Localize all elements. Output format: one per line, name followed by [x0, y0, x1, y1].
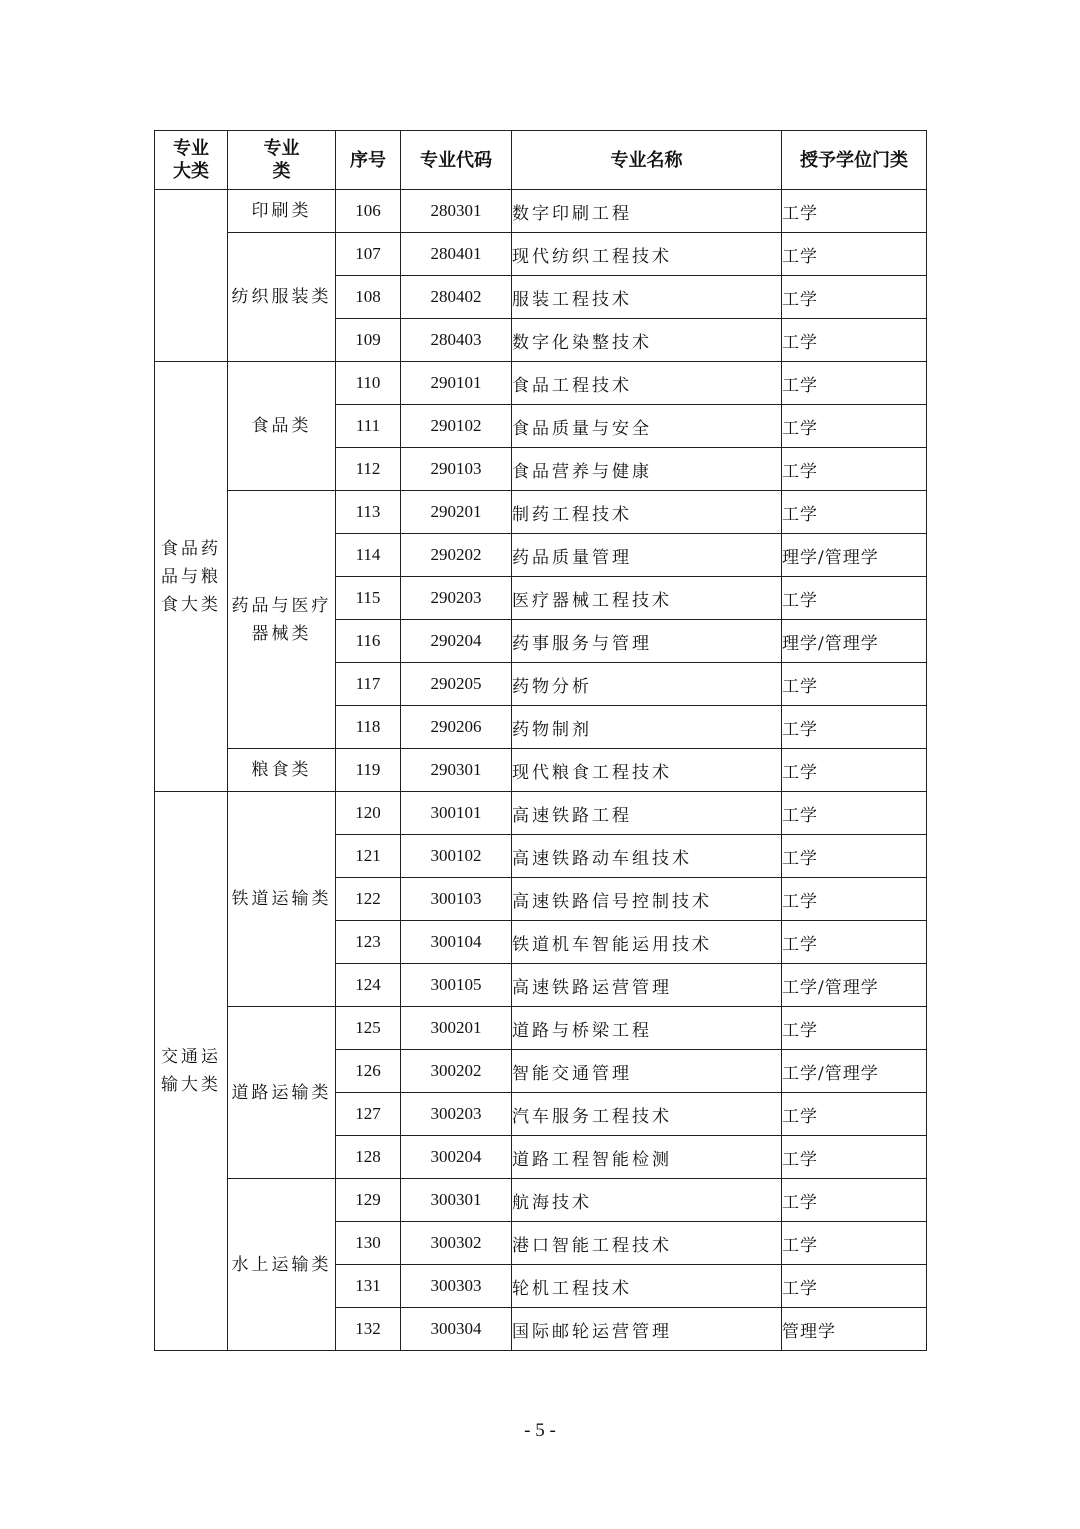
table-row: [155, 749, 927, 792]
code-cell: 290203: [401, 577, 512, 620]
seq-cell: 119: [336, 749, 401, 792]
major-name-cell: 航海技术: [512, 1179, 782, 1222]
degree-cell: 理学/管理学: [782, 620, 927, 663]
degree-cell: 工学: [782, 491, 927, 534]
code-cell: 290202: [401, 534, 512, 577]
class-cell: 粮食类: [228, 749, 336, 792]
degree-cell: 工学: [782, 405, 927, 448]
table-body: [155, 190, 927, 1351]
seq-cell: 127: [336, 1093, 401, 1136]
degree-cell: 工学: [782, 319, 927, 362]
degree-cell: 工学: [782, 1222, 927, 1265]
seq-cell: 109: [336, 319, 401, 362]
seq-cell: 120: [336, 792, 401, 835]
seq-cell: 117: [336, 663, 401, 706]
class-cell: 水上运输类: [228, 1179, 336, 1351]
code-cell: 300104: [401, 921, 512, 964]
major-name-cell: 药物制剂: [512, 706, 782, 749]
seq-cell: 110: [336, 362, 401, 405]
header-class: 专业 类: [228, 131, 336, 190]
header-seq: 序号: [336, 131, 401, 190]
degree-cell: 工学: [782, 1007, 927, 1050]
code-cell: 290206: [401, 706, 512, 749]
degree-cell: 工学: [782, 190, 927, 233]
class-cell: 铁道运输类: [228, 792, 336, 1007]
table-row: [155, 362, 927, 405]
class-cell: 印刷类: [228, 190, 336, 233]
code-cell: 300304: [401, 1308, 512, 1351]
major-name-cell: 食品质量与安全: [512, 405, 782, 448]
majors-table: [154, 130, 927, 1351]
major-name-cell: 医疗器械工程技术: [512, 577, 782, 620]
class-cell: 道路运输类: [228, 1007, 336, 1179]
degree-cell: 工学: [782, 233, 927, 276]
major-name-cell: 现代粮食工程技术: [512, 749, 782, 792]
category-cell: 交通运 输大类: [155, 792, 228, 1351]
seq-cell: 106: [336, 190, 401, 233]
major-name-cell: 食品营养与健康: [512, 448, 782, 491]
major-name-cell: 食品工程技术: [512, 362, 782, 405]
header-degree: 授予学位门类: [782, 131, 927, 190]
code-cell: 280402: [401, 276, 512, 319]
table-row: [155, 233, 927, 276]
major-name-cell: 港口智能工程技术: [512, 1222, 782, 1265]
code-cell: 290101: [401, 362, 512, 405]
degree-cell: 工学/管理学: [782, 1050, 927, 1093]
major-name-cell: 药品质量管理: [512, 534, 782, 577]
seq-cell: 118: [336, 706, 401, 749]
table-header-row: [155, 131, 927, 190]
major-name-cell: 数字化染整技术: [512, 319, 782, 362]
seq-cell: 129: [336, 1179, 401, 1222]
seq-cell: 113: [336, 491, 401, 534]
code-cell: 300101: [401, 792, 512, 835]
degree-cell: 工学: [782, 663, 927, 706]
code-cell: 280401: [401, 233, 512, 276]
major-name-cell: 智能交通管理: [512, 1050, 782, 1093]
major-name-cell: 高速铁路动车组技术: [512, 835, 782, 878]
table-row: [155, 1179, 927, 1222]
degree-cell: 理学/管理学: [782, 534, 927, 577]
major-name-cell: 高速铁路运营管理: [512, 964, 782, 1007]
degree-cell: 工学: [782, 921, 927, 964]
class-cell: 纺织服装类: [228, 233, 336, 362]
major-name-cell: 现代纺织工程技术: [512, 233, 782, 276]
major-name-cell: 药物分析: [512, 663, 782, 706]
class-cell: 食品类: [228, 362, 336, 491]
code-cell: 300201: [401, 1007, 512, 1050]
table-row: [155, 792, 927, 835]
code-cell: 300102: [401, 835, 512, 878]
degree-cell: 工学: [782, 577, 927, 620]
code-cell: 300303: [401, 1265, 512, 1308]
degree-cell: 工学: [782, 1093, 927, 1136]
major-name-cell: 服装工程技术: [512, 276, 782, 319]
page-number: - 5 -: [524, 1420, 556, 1441]
code-cell: 290301: [401, 749, 512, 792]
seq-cell: 116: [336, 620, 401, 663]
seq-cell: 107: [336, 233, 401, 276]
seq-cell: 112: [336, 448, 401, 491]
degree-cell: 管理学: [782, 1308, 927, 1351]
degree-cell: 工学: [782, 276, 927, 319]
major-name-cell: 道路工程智能检测: [512, 1136, 782, 1179]
seq-cell: 131: [336, 1265, 401, 1308]
degree-cell: 工学: [782, 835, 927, 878]
code-cell: 300302: [401, 1222, 512, 1265]
code-cell: 280301: [401, 190, 512, 233]
code-cell: 290103: [401, 448, 512, 491]
code-cell: 300103: [401, 878, 512, 921]
seq-cell: 122: [336, 878, 401, 921]
major-name-cell: 汽车服务工程技术: [512, 1093, 782, 1136]
degree-cell: 工学: [782, 706, 927, 749]
seq-cell: 123: [336, 921, 401, 964]
degree-cell: 工学: [782, 448, 927, 491]
table-row: [155, 1007, 927, 1050]
header-category: 专业 大类: [155, 131, 228, 190]
seq-cell: 126: [336, 1050, 401, 1093]
seq-cell: 128: [336, 1136, 401, 1179]
code-cell: 300202: [401, 1050, 512, 1093]
seq-cell: 130: [336, 1222, 401, 1265]
seq-cell: 114: [336, 534, 401, 577]
major-name-cell: 轮机工程技术: [512, 1265, 782, 1308]
table-row: [155, 491, 927, 534]
table-row: [155, 190, 927, 233]
major-name-cell: 铁道机车智能运用技术: [512, 921, 782, 964]
code-cell: 300204: [401, 1136, 512, 1179]
header-code: 专业代码: [401, 131, 512, 190]
seq-cell: 121: [336, 835, 401, 878]
code-cell: 300203: [401, 1093, 512, 1136]
category-cell: [155, 190, 228, 362]
code-cell: 290201: [401, 491, 512, 534]
code-cell: 290204: [401, 620, 512, 663]
code-cell: 280403: [401, 319, 512, 362]
seq-cell: 132: [336, 1308, 401, 1351]
degree-cell: 工学: [782, 792, 927, 835]
major-name-cell: 高速铁路信号控制技术: [512, 878, 782, 921]
degree-cell: 工学: [782, 362, 927, 405]
major-name-cell: 道路与桥梁工程: [512, 1007, 782, 1050]
code-cell: 290102: [401, 405, 512, 448]
degree-cell: 工学/管理学: [782, 964, 927, 1007]
degree-cell: 工学: [782, 878, 927, 921]
class-cell: 药品与医疗 器械类: [228, 491, 336, 749]
major-name-cell: 数字印刷工程: [512, 190, 782, 233]
major-name-cell: 药事服务与管理: [512, 620, 782, 663]
seq-cell: 111: [336, 405, 401, 448]
degree-cell: 工学: [782, 1136, 927, 1179]
code-cell: 300301: [401, 1179, 512, 1222]
seq-cell: 115: [336, 577, 401, 620]
major-name-cell: 国际邮轮运营管理: [512, 1308, 782, 1351]
major-name-cell: 制药工程技术: [512, 491, 782, 534]
category-cell: 食品药 品与粮 食大类: [155, 362, 228, 792]
major-name-cell: 高速铁路工程: [512, 792, 782, 835]
degree-cell: 工学: [782, 1179, 927, 1222]
code-cell: 290205: [401, 663, 512, 706]
degree-cell: 工学: [782, 1265, 927, 1308]
code-cell: 300105: [401, 964, 512, 1007]
degree-cell: 工学: [782, 749, 927, 792]
seq-cell: 124: [336, 964, 401, 1007]
seq-cell: 125: [336, 1007, 401, 1050]
seq-cell: 108: [336, 276, 401, 319]
header-name: 专业名称: [512, 131, 782, 190]
